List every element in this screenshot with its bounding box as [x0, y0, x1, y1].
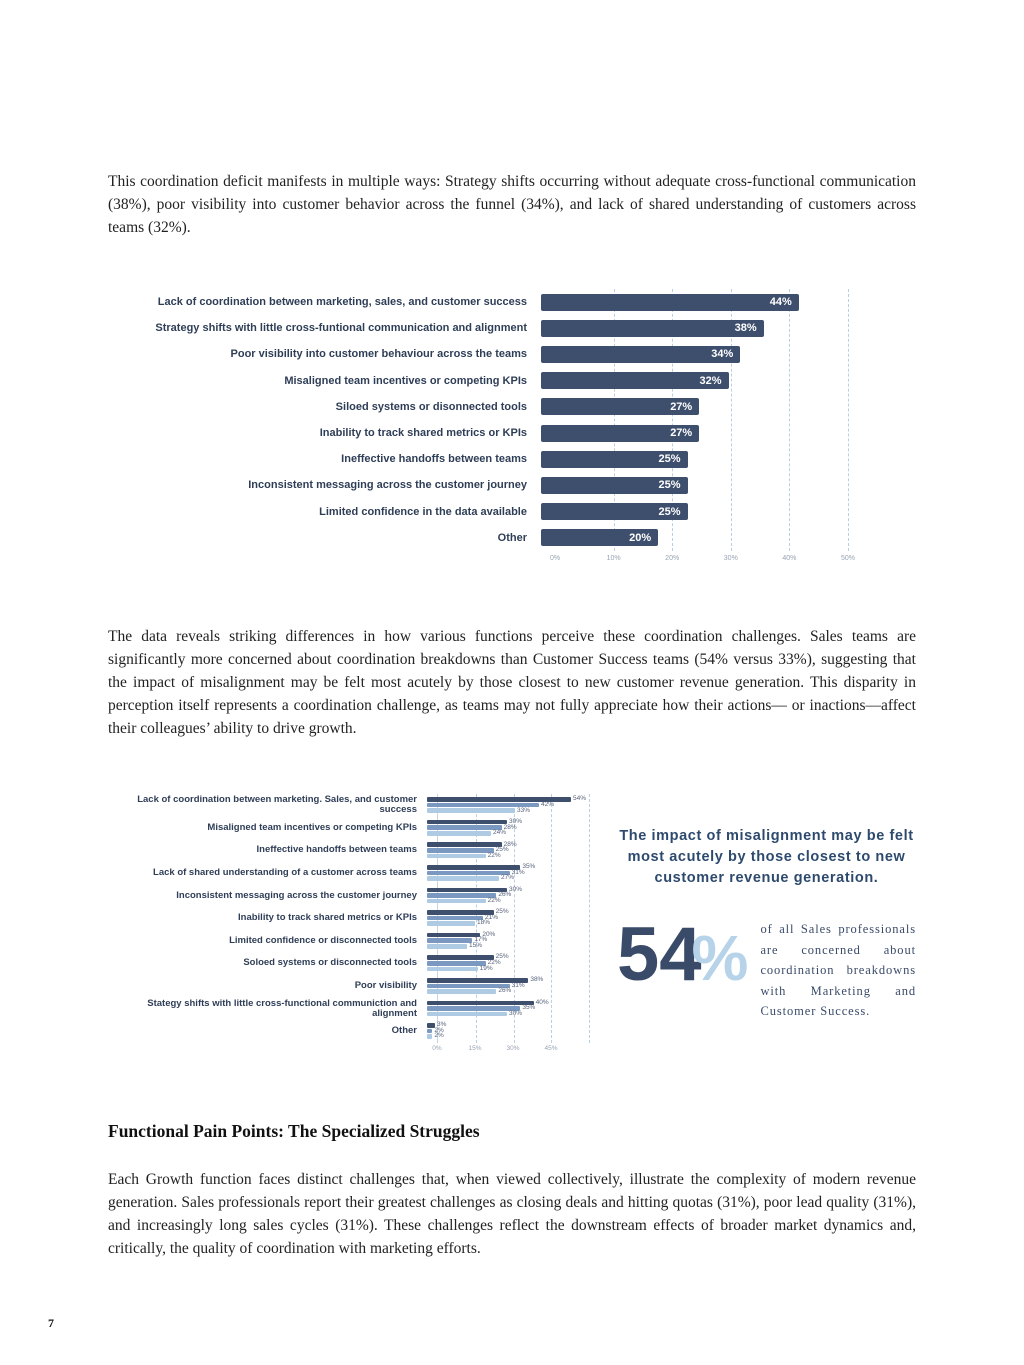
bar-category-label: Other	[497, 531, 527, 544]
grouped-bar-row	[427, 955, 587, 960]
axis-tick-label: 0%	[432, 1045, 442, 1053]
grouped-bar-value-label: 30%	[509, 885, 523, 893]
grouped-bar-value-label: 25%	[495, 846, 509, 854]
grouped-bar-value-label: 17%	[474, 936, 488, 944]
bar-group-track	[427, 797, 587, 813]
grouped-bar-row	[427, 896, 587, 904]
axis-tick-label: 15%	[468, 1045, 482, 1053]
bar-group-track	[427, 817, 587, 837]
grouped-bar-row	[427, 876, 587, 881]
grouped-bar	[427, 808, 515, 813]
grouped-bar	[427, 865, 520, 870]
grouped-bar-row	[427, 1006, 587, 1011]
grouped-bar	[427, 933, 480, 938]
grouped-bar-row	[427, 998, 587, 1006]
axis-tick-label: 10%	[606, 554, 621, 562]
bar-group-track	[427, 865, 587, 881]
grouped-bar-value-label: 18%	[477, 919, 491, 927]
bar	[541, 346, 740, 363]
bar-track	[541, 529, 834, 546]
grouped-bar-row	[427, 851, 587, 859]
grouped-bar	[427, 921, 475, 926]
bar	[541, 529, 658, 546]
grouped-bar	[427, 831, 491, 836]
bar-category-label: Inconsistent messaging across the customer journey	[248, 479, 527, 492]
bar-group-label: Other	[391, 1025, 417, 1037]
grouped-bar	[427, 1012, 507, 1017]
bar-group-track	[427, 842, 587, 858]
bar-category-label: Poor visibility into customer behaviour across the teams	[230, 348, 527, 361]
bar-value-label: 32%	[699, 374, 722, 387]
grouped-bar-row	[427, 989, 587, 994]
chart-and-callout-row	[108, 794, 916, 1058]
bar-value-label: 44%	[769, 296, 792, 309]
section-heading: Functional Pain Points: The Specialized Struggles	[108, 1121, 480, 1142]
bar-category-label: Strategy shifts with little cross-funtional communication and alignment	[155, 322, 527, 335]
grouped-bar	[427, 888, 507, 893]
grouped-bar-row	[427, 825, 587, 830]
grouped-bar	[427, 989, 496, 994]
bar	[541, 372, 729, 389]
page-number: 7	[48, 1316, 54, 1330]
bar-track	[541, 320, 834, 337]
misalignment-callout	[617, 794, 916, 1058]
grouped-bar	[427, 876, 499, 881]
page-content	[0, 170, 1024, 1260]
grouped-bar-row	[427, 893, 587, 898]
bar-category-label: Siloed systems or disonnected tools	[335, 400, 527, 413]
bar-value-label: 25%	[658, 479, 681, 492]
axis-tick-label: 30%	[506, 1045, 520, 1053]
axis-tick-label: 50%	[840, 554, 856, 562]
bar-group-label: Soloed systems or disconnected tools	[243, 957, 417, 969]
grouped-bar-row	[427, 1023, 587, 1028]
grouped-bar-value-label: 42%	[541, 800, 555, 808]
grouped-bar-value-label: 22%	[487, 896, 501, 904]
grouped-bar-value-label: 28%	[503, 840, 517, 848]
bar-track	[541, 425, 834, 442]
coordination-challenges-bar-chart	[108, 289, 916, 569]
bar-group-label: Poor visibility	[354, 979, 417, 991]
grouped-bar	[427, 854, 486, 859]
grouped-bar-value-label: 54%	[573, 795, 587, 803]
grouped-bar-value-label: 40%	[535, 998, 549, 1006]
grouped-bar-value-label: 25%	[495, 953, 509, 961]
grouped-bar	[427, 967, 478, 972]
grouped-bar	[427, 871, 510, 876]
grouped-bar-value-label: 20%	[482, 930, 496, 938]
callout-text: The impact of misalignment may be felt most acutely by those closest to new customer revenue generation.	[619, 827, 914, 886]
grouped-bar-value-label: 26%	[498, 891, 512, 899]
grouped-bar	[427, 955, 494, 960]
bar-value-label: 34%	[711, 348, 734, 361]
axis-tick-label: 40%	[782, 554, 797, 562]
axis-tick-label: 45%	[544, 1045, 558, 1053]
grouped-bar-row	[427, 913, 587, 921]
gridline	[848, 289, 849, 551]
grouped-bar-value-label: 33%	[517, 806, 531, 814]
grouped-bar-value-label: 38%	[530, 976, 544, 984]
grouped-bar	[427, 1034, 432, 1039]
chart2-groups	[108, 794, 603, 1043]
grouped-bar	[427, 1006, 520, 1011]
bar-group-label: Ineffective handoffs between teams	[256, 844, 417, 856]
grouped-bar-value-label: 30%	[509, 1009, 523, 1017]
gridline	[589, 794, 590, 1043]
grouped-bar-value-label: 2%	[434, 1026, 444, 1034]
bar-value-label: 25%	[658, 505, 681, 518]
bar-track	[541, 346, 834, 363]
grouped-bar-value-label: 24%	[493, 829, 507, 837]
pain-points-paragraph: Each Growth function faces distinct challenges that, when viewed collectively, illustrate the complexity of modern revenue generation. Sales professionals report their greatest challenges as closing deals and hitting quotas (31%), poor lead quality (31%), and increasingly long sales cycles (31%). These challenges reflect the downstream effects of broader market dynamics and, critically, the quality of coordination with marketing efforts.	[108, 1171, 916, 1258]
bar-value-label: 38%	[734, 322, 757, 335]
grouped-bar	[427, 820, 507, 825]
bar-value-label: 27%	[670, 400, 693, 413]
analysis-paragraph: The data reveals striking differences in how various functions perceive these coordination challenges. Sales teams are significantly more concerned about coordination breakdowns than Customer Success teams (54% versus 33%), suggesting that the impact of misalignment may be felt most acutely by those closest to new customer revenue generation. This disparity in perception itself represents a coordination challenge, as teams may not fully appreciate how their actions— or inactions—affect their colleagues’ ability to drive growth.	[108, 627, 916, 737]
grouped-bar-value-label: 25%	[495, 908, 509, 916]
bar-value-label: 20%	[629, 531, 652, 544]
grouped-bar-value-label: 28%	[503, 823, 517, 831]
bar-group-track	[427, 885, 587, 904]
bar	[541, 425, 699, 442]
bar-value-label: 27%	[670, 427, 693, 440]
grouped-bar-value-label: 3%	[437, 1021, 447, 1029]
stat-value: 54	[617, 911, 702, 997]
chart1-x-axis	[549, 554, 856, 569]
bar-track	[541, 451, 834, 468]
grouped-bar-row	[427, 800, 587, 808]
grouped-bar-row	[427, 848, 587, 853]
bar-track	[541, 503, 834, 520]
grouped-bar	[427, 825, 502, 830]
bar-group-label: Inability to track shared metrics or KPIs	[238, 912, 417, 924]
grouped-bar	[427, 944, 467, 949]
bar-track	[541, 294, 834, 311]
grouped-bar	[427, 1001, 534, 1006]
bar-track	[541, 372, 834, 389]
grouped-bar-value-label: 26%	[498, 987, 512, 995]
bar-group-label: Limited confidence or disconnected tools	[229, 934, 417, 946]
grouped-bar-value-label: 31%	[511, 868, 525, 876]
bar	[541, 294, 799, 311]
grouped-bar-row	[427, 797, 587, 802]
grouped-bar-row	[427, 961, 587, 966]
bar	[541, 451, 688, 468]
bar-group	[108, 794, 603, 817]
grouped-bar-row	[427, 865, 587, 870]
stat-number	[617, 911, 749, 997]
grouped-bar-row	[427, 921, 587, 926]
grouped-bar-value-label: 22%	[487, 851, 501, 859]
grouped-bar-row	[427, 1034, 587, 1039]
bar-category-label: Limited confidence in the data available	[319, 505, 527, 518]
grouped-bar-row	[427, 944, 587, 949]
grouped-bar-value-label: 35%	[522, 863, 536, 871]
grouped-bar-value-label: 30%	[509, 817, 523, 825]
grouped-bar-value-label: 31%	[511, 981, 525, 989]
bar-group-track	[427, 998, 587, 1017]
bar-value-label: 25%	[658, 453, 681, 466]
bar-group-label: Misaligned team incentives or competing KPIs	[207, 821, 417, 833]
bar-group-track	[427, 1023, 587, 1039]
bar-category-label: Ineffective handoffs between teams	[341, 453, 527, 466]
bar-category-label: Inability to track shared metrics or KPIs	[319, 426, 527, 439]
grouped-bar-value-label: 27%	[501, 874, 515, 882]
grouped-bar	[427, 848, 494, 853]
bar-group-label: Lack of shared understanding of a customer across teams	[153, 866, 417, 878]
grouped-bar-row	[427, 910, 587, 915]
percent-sign: %	[691, 921, 749, 994]
bar-group-track	[427, 910, 587, 926]
bar	[541, 320, 764, 337]
grouped-bar	[427, 938, 472, 943]
grouped-bar-row	[427, 831, 587, 836]
grouped-bar	[427, 842, 502, 847]
grouped-bar-value-label: 22%	[487, 959, 501, 967]
function-comparison-grouped-bar-chart	[108, 794, 603, 1058]
grouped-bar	[427, 984, 510, 989]
bar	[541, 503, 688, 520]
sales-stat	[617, 911, 916, 1022]
bar-track	[541, 398, 834, 415]
grouped-bar	[427, 899, 486, 904]
bar-group-track	[427, 930, 587, 950]
bar	[541, 398, 699, 415]
grouped-bar-value-label: 35%	[522, 1004, 536, 1012]
grouped-bar-value-label: 2%	[434, 1032, 444, 1040]
bar-group-track	[427, 955, 587, 971]
grouped-bar-row	[427, 930, 587, 938]
bar-track	[541, 477, 834, 494]
bar-group-track	[427, 978, 587, 994]
bar-group-label: Lack of coordination between marketing. Sales, and customer success	[137, 794, 417, 816]
grouped-bar	[427, 916, 483, 921]
grouped-bar	[427, 910, 494, 915]
grouped-bar	[427, 1029, 432, 1034]
grouped-bar-row	[427, 964, 587, 972]
grouped-bar-value-label: 19%	[479, 964, 493, 972]
bar-group-label: Stategy shifts with little cross-functional communiction and alignment	[147, 997, 417, 1019]
grouped-bar-row	[427, 808, 587, 813]
grouped-bar-value-label: 21%	[485, 913, 499, 921]
bar-group-label: Inconsistent messaging across the customer journey	[176, 889, 417, 901]
grouped-bar	[427, 893, 496, 898]
axis-tick-label: 30%	[723, 554, 738, 562]
axis-tick-label: 0%	[549, 554, 561, 562]
bar-category-label: Lack of coordination between marketing, sales, and customer success	[157, 296, 527, 309]
grouped-bar-row	[427, 978, 587, 983]
chart2-x-axis	[432, 1045, 589, 1057]
intro-paragraph: This coordination deficit manifests in multiple ways: Strategy shifts occurring without adequate cross-functional communication (38%), poor visibility into customer behavior across the funnel (34%), and lack of shared understanding of customers across teams (32%).	[108, 173, 916, 236]
grouped-bar-row	[427, 938, 587, 943]
axis-tick-label: 20%	[665, 554, 680, 562]
bar-category-label: Misaligned team incentives or competing KPIs	[284, 374, 527, 387]
grouped-bar-row	[427, 1009, 587, 1017]
stat-description: of all Sales professionals are concerned about coordination breakdowns with Marketing and Customer Success.	[760, 921, 916, 1019]
grouped-bar	[427, 961, 486, 966]
bar	[541, 477, 688, 494]
grouped-bar-value-label: 15%	[469, 942, 483, 950]
grouped-bar-row	[427, 1026, 587, 1034]
